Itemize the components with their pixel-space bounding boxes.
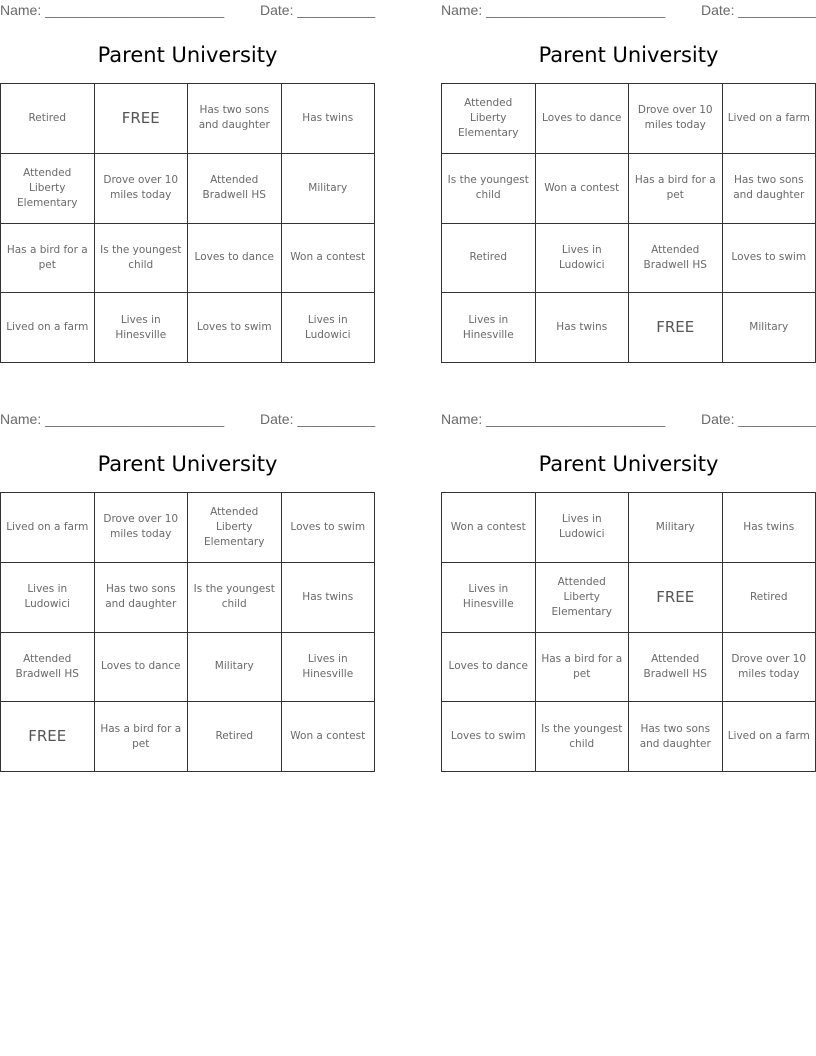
bingo-cell[interactable]: Loves to dance <box>188 224 282 294</box>
bingo-cell[interactable]: Has a bird for a pet <box>536 633 630 703</box>
bingo-cell[interactable]: Loves to dance <box>95 633 189 703</box>
bingo-cell[interactable]: Military <box>282 154 376 224</box>
bingo-cell[interactable]: Is the youngest child <box>188 563 282 633</box>
bingo-cell[interactable]: Military <box>629 493 723 563</box>
bingo-cell[interactable]: Lives in Ludowici <box>536 493 630 563</box>
bingo-cell[interactable]: Loves to swim <box>442 702 536 772</box>
bingo-cell[interactable]: Has a bird for a pet <box>1 224 95 294</box>
name-date-row <box>0 411 375 429</box>
bingo-cell[interactable]: Has a bird for a pet <box>629 154 723 224</box>
bingo-cell[interactable]: Loves to dance <box>442 633 536 703</box>
bingo-cell[interactable]: Military <box>188 633 282 703</box>
card-title: Parent University <box>97 43 278 67</box>
bingo-cell[interactable]: Lives in Hinesville <box>95 293 189 363</box>
date-field[interactable]: Date: __________ <box>260 2 376 18</box>
bingo-cell[interactable]: Lives in Ludowici <box>282 293 376 363</box>
bingo-grid <box>0 492 375 772</box>
bingo-cell[interactable]: Is the youngest child <box>95 224 189 294</box>
bingo-cell[interactable]: Drove over 10 miles today <box>723 633 816 703</box>
bingo-cell[interactable]: Has a bird for a pet <box>95 702 189 772</box>
bingo-cell[interactable]: Lives in Hinesville <box>282 633 376 703</box>
bingo-cell[interactable]: Attended Bradwell HS <box>1 633 95 703</box>
bingo-cell[interactable]: Has two sons and daughter <box>723 154 816 224</box>
bingo-cell[interactable]: Won a contest <box>282 224 376 294</box>
bingo-cell[interactable]: Lived on a farm <box>723 702 816 772</box>
name-field[interactable]: Name: _______________________ <box>0 411 225 427</box>
bingo-cell[interactable]: Is the youngest child <box>442 154 536 224</box>
free-space-cell[interactable]: FREE <box>1 702 95 772</box>
bingo-cell[interactable]: Lived on a farm <box>1 293 95 363</box>
bingo-cell[interactable]: Won a contest <box>536 154 630 224</box>
bingo-cell[interactable]: Attended Liberty Elementary <box>1 154 95 224</box>
name-date-row <box>441 411 816 429</box>
bingo-cell[interactable]: Lives in Hinesville <box>442 563 536 633</box>
bingo-grid <box>0 83 375 363</box>
bingo-cell[interactable]: Lives in Ludowici <box>1 563 95 633</box>
bingo-cell[interactable]: Military <box>723 293 816 363</box>
date-field[interactable]: Date: __________ <box>701 2 816 18</box>
free-space-cell[interactable]: FREE <box>95 84 189 154</box>
bingo-cell[interactable]: Has two sons and daughter <box>629 702 723 772</box>
bingo-cell[interactable]: Drove over 10 miles today <box>629 84 723 154</box>
bingo-card-1 <box>0 0 375 365</box>
date-field[interactable]: Date: __________ <box>701 411 816 427</box>
bingo-cell[interactable]: Loves to dance <box>536 84 630 154</box>
bingo-cell[interactable]: Lives in Ludowici <box>536 224 630 294</box>
bingo-cell[interactable]: Lived on a farm <box>723 84 816 154</box>
bingo-cell[interactable]: Attended Bradwell HS <box>629 224 723 294</box>
bingo-cell[interactable]: Attended Bradwell HS <box>188 154 282 224</box>
card-title: Parent University <box>97 452 278 476</box>
name-field[interactable]: Name: _______________________ <box>441 411 666 427</box>
bingo-cell[interactable]: Attended Liberty Elementary <box>442 84 536 154</box>
card-title: Parent University <box>538 43 719 67</box>
bingo-card-3 <box>0 409 375 774</box>
card-title: Parent University <box>538 452 719 476</box>
free-space-cell[interactable]: FREE <box>629 563 723 633</box>
bingo-cell[interactable]: Retired <box>1 84 95 154</box>
bingo-card-2 <box>441 0 816 365</box>
bingo-cell[interactable]: Loves to swim <box>723 224 816 294</box>
bingo-card-4 <box>441 409 816 774</box>
bingo-cell[interactable]: Won a contest <box>442 493 536 563</box>
bingo-cell[interactable]: Is the youngest child <box>536 702 630 772</box>
date-field[interactable]: Date: __________ <box>260 411 376 427</box>
bingo-cell[interactable]: Has twins <box>282 563 376 633</box>
bingo-grid <box>441 83 816 363</box>
free-space-cell[interactable]: FREE <box>629 293 723 363</box>
name-date-row <box>441 2 816 20</box>
bingo-grid <box>441 492 816 772</box>
bingo-cell[interactable]: Has two sons and daughter <box>95 563 189 633</box>
bingo-cell[interactable]: Has two sons and daughter <box>188 84 282 154</box>
name-field[interactable]: Name: _______________________ <box>0 2 225 18</box>
bingo-cell[interactable]: Attended Liberty Elementary <box>188 493 282 563</box>
bingo-cell[interactable]: Won a contest <box>282 702 376 772</box>
bingo-cell[interactable]: Lives in Hinesville <box>442 293 536 363</box>
bingo-cell[interactable]: Has twins <box>282 84 376 154</box>
bingo-cell[interactable]: Retired <box>442 224 536 294</box>
bingo-cell[interactable]: Retired <box>723 563 816 633</box>
bingo-cell[interactable]: Retired <box>188 702 282 772</box>
bingo-cell[interactable]: Drove over 10 miles today <box>95 154 189 224</box>
name-field[interactable]: Name: _______________________ <box>441 2 666 18</box>
bingo-cell[interactable]: Attended Bradwell HS <box>629 633 723 703</box>
bingo-cell[interactable]: Has twins <box>723 493 816 563</box>
bingo-cell[interactable]: Loves to swim <box>282 493 376 563</box>
bingo-cell[interactable]: Has twins <box>536 293 630 363</box>
bingo-cell[interactable]: Loves to swim <box>188 293 282 363</box>
bingo-cell[interactable]: Attended Liberty Elementary <box>536 563 630 633</box>
bingo-cell[interactable]: Lived on a farm <box>1 493 95 563</box>
bingo-cell[interactable]: Drove over 10 miles today <box>95 493 189 563</box>
name-date-row <box>0 2 375 20</box>
